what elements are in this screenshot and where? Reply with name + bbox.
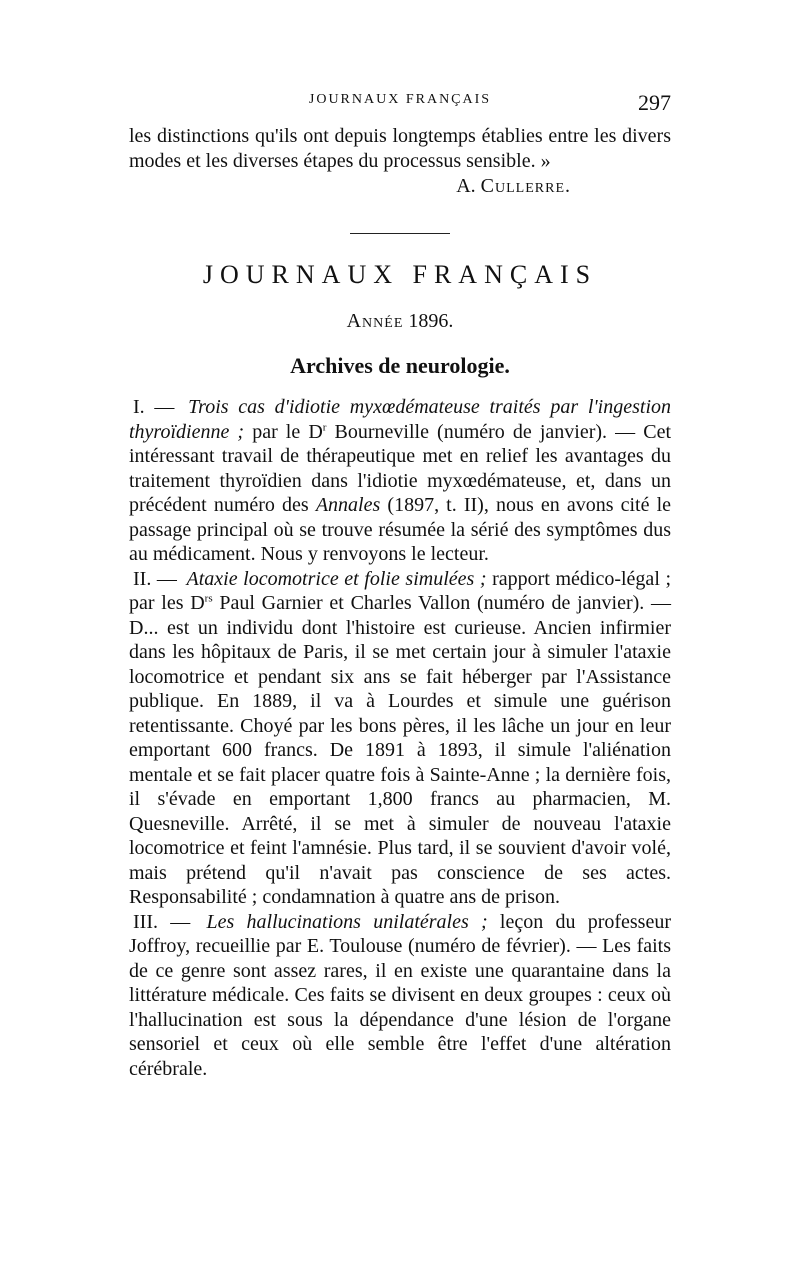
article-2-title: Ataxie locomotrice et folie simulées ;	[186, 567, 487, 590]
article-3-byline: leçon du professeur Joffroy, recueillie par E. Toulouse (numéro de février). —	[129, 910, 672, 957]
running-title: JOURNAUX FRANÇAIS	[308, 92, 492, 107]
article-1-byline-sup: r	[322, 420, 327, 433]
signature-name: Cullerre.	[480, 175, 571, 197]
article-3	[129, 910, 671, 1082]
article-1-body-em: Annales	[315, 494, 381, 516]
article-1-byline-pre: par le D	[252, 420, 323, 443]
signature-initial: A.	[456, 175, 476, 197]
article-3-number: III. —	[133, 910, 191, 933]
section-title: JOURNAUX FRANÇAIS	[202, 260, 598, 289]
book-page	[129, 90, 671, 1081]
section-divider	[350, 233, 450, 234]
page-number: 297	[638, 90, 671, 115]
article-3-body: Les faits de ce genre sont assez rares, il en existe une quarantaine dans la littérature médicale. Ces faits se divisent en deux groupes : ceux où l'hallucination est sous la dépendance d'une lésion de l'organe sensoriel et ceux où elle semble être l'effet d'une altération cérébrale.	[129, 935, 672, 1080]
article-2-byline-pre: rapport médico-légal ; par les D	[129, 567, 672, 614]
article-2-body: D... est un individu dont l'histoire est curieuse. Ancien infirmier dans les hôpitaux de Paris, il se met certain jour à simuler l'ataxie locomotrice et pendant six ans se fait héberger par l'Assistance publique. En 1889, il va à Lourdes et simule une guérison retentissante. Choyé par les bons pères, il les lâche un jour en leur emportant 600 francs. De 1891 à 1893, il simule l'aliénation mentale et se fait placer quatre fois à Sainte-Anne ; la dernière fois, il s'évade en emportant 1,800 francs au pharmacien, M. Quesneville. Arrêté, il se met à simuler de nouveau l'ataxie locomotrice et feint l'amnésie. Plus tard, il se souvient d'avoir volé, mais prétend qu'il n'avait pas conscience de ses actes. Responsabilité ; condamnation à quatre ans de prison.	[129, 616, 671, 908]
year-heading	[129, 310, 671, 333]
article-1-number: I. —	[133, 396, 175, 418]
article-2-byline-post: Paul Garnier et Charles Vallon (numéro de janvier). —	[219, 592, 671, 614]
article-1-body-pre: Cet intéressant travail de thérapeutique met en relief les avantages du traitement thyroïdien dans l'idiotie myxœdémateuse, et, dans un précédent numéro des	[129, 420, 672, 516]
signature	[129, 173, 671, 199]
intro-paragraph: les distinctions qu'ils ont depuis longtemps établies entre les divers modes et les diverses étapes du processus sensible. »	[129, 125, 671, 172]
article-2-byline-sup: rs	[204, 592, 213, 605]
article-1	[129, 395, 671, 567]
year-value: 1896.	[408, 310, 454, 332]
journal-heading: Archives de neurologie.	[290, 353, 510, 378]
article-3-title: Les hallucinations unilatérales ;	[206, 910, 488, 933]
article-2	[129, 567, 671, 910]
article-1-body-post: (1897, t. II), nous en avons cité le passage principal où se trouve résumée la sérié des symptômes dus au médicament. Nous y renvoyons le lecteur.	[129, 494, 672, 565]
article-2-number: II. —	[133, 567, 177, 590]
article-1-byline-post: Bourneville (numéro de janvier). —	[334, 420, 636, 443]
article-1-title: Trois cas d'idiotie myxœdémateuse traités par l'ingestion thyroïdienne ;	[129, 396, 671, 443]
year-label: Année	[346, 310, 404, 332]
running-header	[129, 90, 671, 124]
